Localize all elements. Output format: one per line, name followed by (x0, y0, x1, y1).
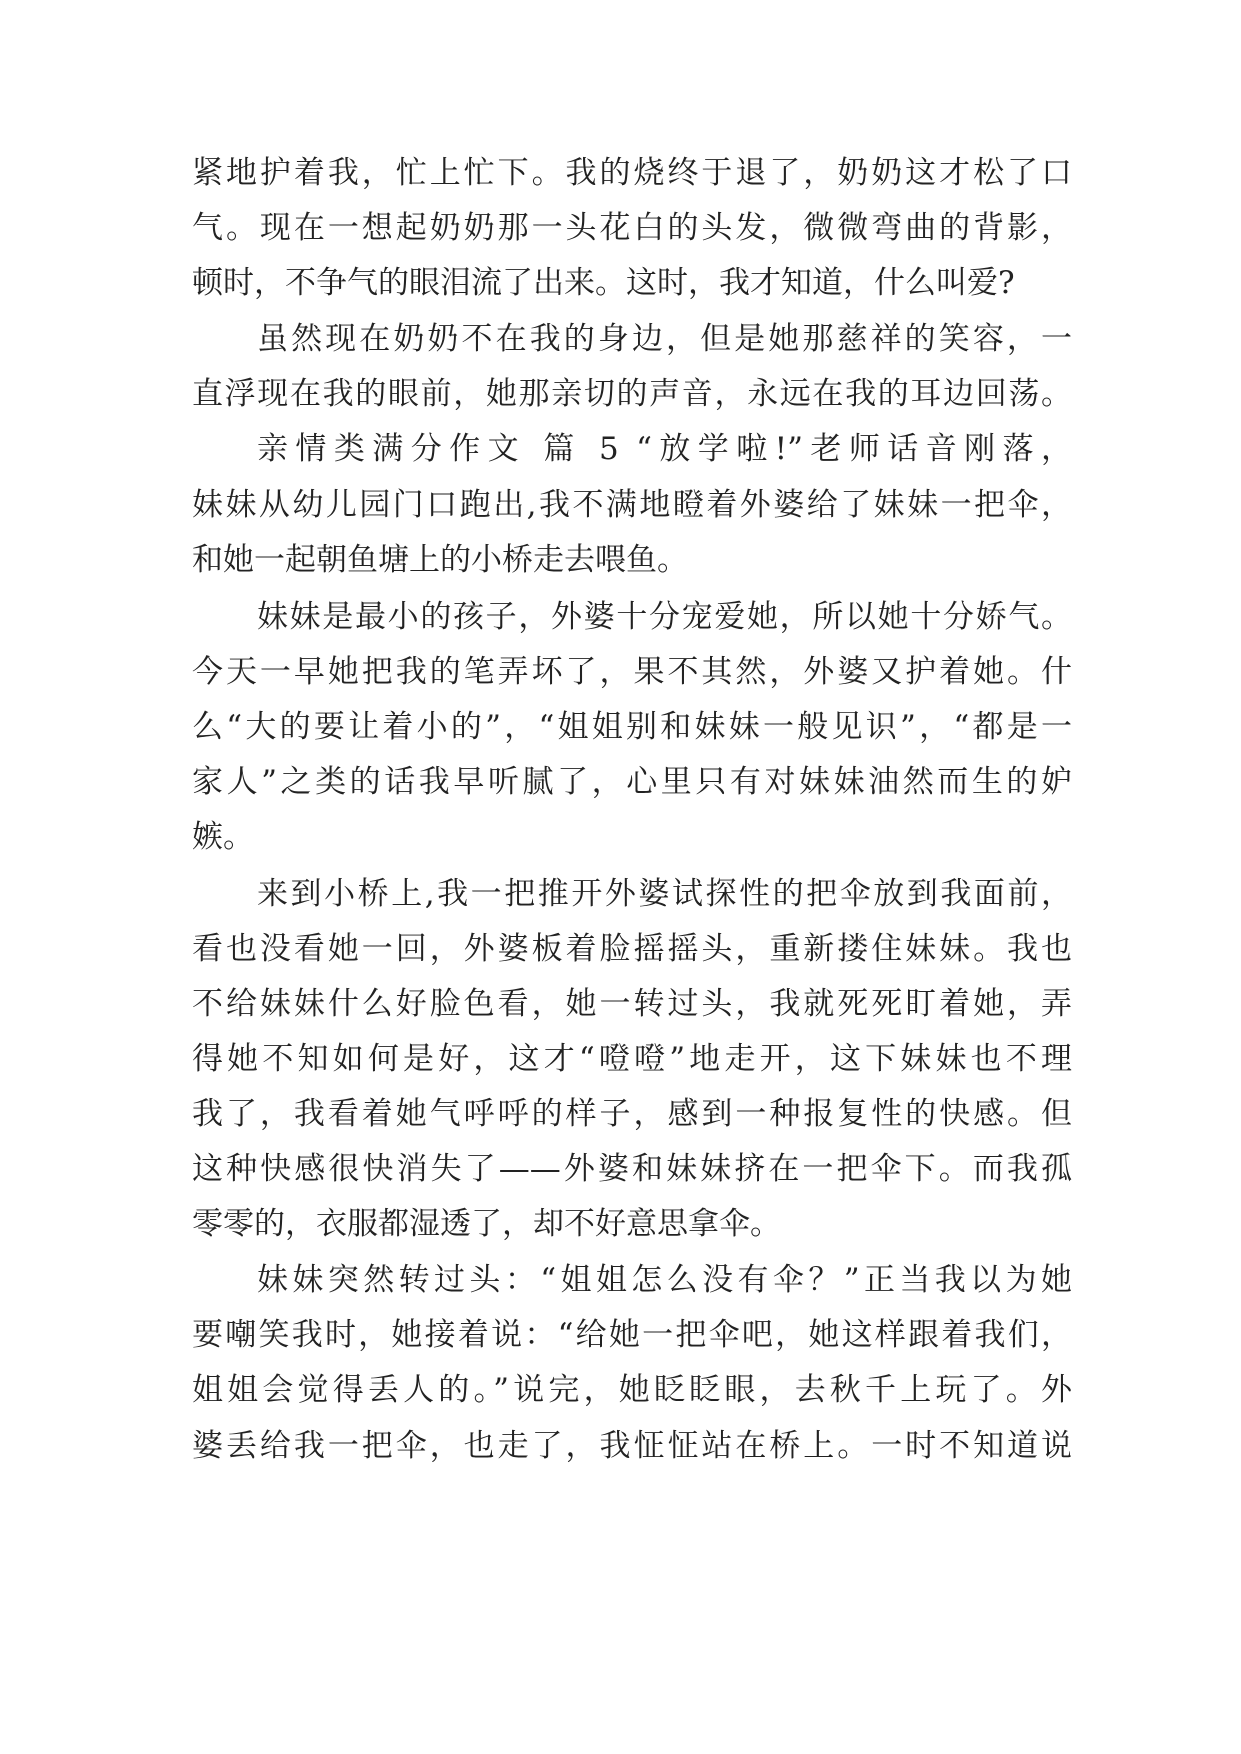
text-line: 直浮现在我的眼前，她那亲切的声音，永远在我的耳边回荡。 (192, 376, 1072, 412)
text-line: 看也没看她一回，外婆板着脸摇摇头，重新搂住妹妹。我也 (192, 931, 1072, 967)
text-line: 妹妹是最小的孩子，外婆十分宠爱她，所以她十分娇气。 (257, 599, 1072, 635)
text-line: 虽然现在奶奶不在我的身边，但是她那慈祥的笑容，一 (257, 321, 1072, 357)
text-line: 顿时，不争气的眼泪流了出来。这时，我才知道，什么叫爱? (192, 265, 1015, 301)
text-line: 妹妹突然转过头：“姐姐怎么没有伞？”正当我以为她 (257, 1262, 1072, 1298)
text-line: 不给妹妹什么好脸色看，她一转过头，我就死死盯着她，弄 (192, 986, 1072, 1022)
text-line: 气。现在一想起奶奶那一头花白的头发，微微弯曲的背影， (192, 210, 1072, 246)
text-line: 零零的，衣服都湿透了，却不好意思拿伞。 (192, 1206, 781, 1242)
text-line: 家人”之类的话我早听腻了，心里只有对妹妹油然而生的妒 (192, 764, 1072, 800)
text-line: 婆丢给我一把伞，也走了，我怔怔站在桥上。一时不知道说 (192, 1428, 1072, 1464)
text-line: 紧地护着我，忙上忙下。我的烧终于退了，奶奶这才松了口 (192, 155, 1072, 191)
text-line: 今天一早她把我的笔弄坏了，果不其然，外婆又护着她。什 (192, 654, 1072, 690)
text-line: 么“大的要让着小的”，“姐姐别和妹妹一般见识”，“都是一 (192, 709, 1072, 745)
text-line: 姐姐会觉得丢人的。”说完，她眨眨眼，去秋千上玩了。外 (192, 1372, 1072, 1408)
section-heading-line: 亲情类满分作文 篇 5 “放学啦!”老师话音刚落， (257, 431, 1072, 467)
text-line: 我了，我看着她气呼呼的样子，感到一种报复性的快感。但 (192, 1096, 1072, 1132)
text-line: 和她一起朝鱼塘上的小桥走去喂鱼。 (192, 542, 688, 578)
text-line: 得她不知如何是好，这才“噔噔”地走开，这下妹妹也不理 (192, 1041, 1072, 1077)
text-line: 妹妹从幼儿园门口跑出,我不满地瞪着外婆给了妹妹一把伞， (192, 487, 1072, 523)
text-line: 要嘲笑我时，她接着说：“给她一把伞吧，她这样跟着我们， (192, 1317, 1072, 1353)
text-line: 来到小桥上,我一把推开外婆试探性的把伞放到我面前， (257, 876, 1072, 912)
text-line: 这种快感很快消失了——外婆和妹妹挤在一把伞下。而我孤 (192, 1151, 1072, 1187)
text-line: 嫉。 (192, 819, 254, 855)
